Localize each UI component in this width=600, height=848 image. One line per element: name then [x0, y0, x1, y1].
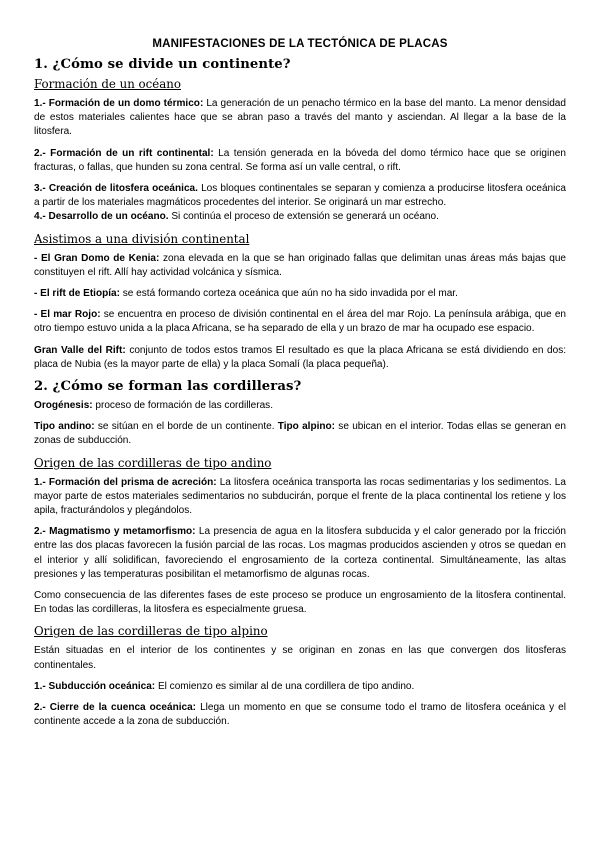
text: se está formando corteza oceánica que aún no ha sido invadida por el mar.	[119, 288, 458, 300]
document-title: MANIFESTACIONES DE LA TECTÓNICA DE PLACAS	[152, 38, 448, 50]
text: La presencia de agua en la litosfera subducida y el calor generado por la fricción entre las dos placas favorecen la fusión parcial de las rocas. Los magmas producidos ascienden y otros se quedan en el interior y allí solidifican, favoreciendo el engrosamiento de la corteza continental. Simultáneamente, las altas presiones y las temperaturas posibilitan el metamorfismo de algunas rocas.	[34, 526, 566, 580]
paragraph-ethiopia-rift	[34, 287, 566, 301]
term: 4.- Desarrollo de un océano.	[34, 211, 169, 223]
term: - El Gran Domo de Kenia:	[34, 252, 160, 264]
subheading-andean-origin: Origen de las cordilleras de tipo andino	[34, 455, 272, 470]
text: El comienzo es similar al de una cordillera de tipo andino.	[155, 680, 415, 692]
term: - El rift de Etiopía:	[34, 288, 120, 300]
text: conjunto de todos estos tramos El resultado es que la placa Africana se está dividiendo en dos: placa de Nubia (es la mayor parte de ella) y la placa Somalí (la placa pequeña).	[34, 344, 567, 370]
section-heading: 2. ¿Cómo se forman las cordilleras?	[34, 379, 302, 395]
section-heading: 1. ¿Cómo se divide un continente?	[34, 57, 291, 72]
term: Tipo andino:	[34, 421, 95, 433]
paragraph-accretion-prism	[34, 476, 566, 519]
paragraph-alpine-location: Están situadas en el interior de los continentes y se originan en zonas en las que convergen dos litosferas continentales.	[34, 645, 566, 671]
paragraph-great-rift-valley	[34, 344, 566, 372]
text: La tensión generada en la bóveda del domo térmico hace que se originen fracturas, o fallas, que hunden su zona central. Se forma así un valle central, o rift.	[34, 147, 566, 173]
paragraph-oceanic-lithosphere	[34, 182, 566, 210]
document-page	[34, 38, 566, 737]
paragraph-orogenesis	[34, 399, 566, 413]
text: Los bloques continentales se separan y comienza a producirse litosfera oceánica a partir de los materiales magmáticos procedentes del interior. Se originará un mar estrecho.	[34, 183, 566, 209]
term: 3.- Creación de litosfera oceánica.	[34, 183, 198, 195]
term: Gran Valle del Rift:	[34, 344, 126, 356]
paragraph-thermal-dome	[34, 97, 566, 140]
subheading-alpine-origin: Origen de las cordilleras de tipo alpino	[34, 624, 268, 639]
paragraph-types	[34, 420, 566, 448]
paragraph-continental-rift	[34, 147, 566, 175]
paragraph-ocean-development	[34, 210, 566, 224]
text: Llega un momento en que se consume todo el tramo de litosfera oceánica y el continente accede a la zona de subducción.	[34, 702, 566, 728]
paragraph-magmatism	[34, 525, 566, 582]
paragraph-red-sea	[34, 308, 566, 336]
paragraph-kenya-dome	[34, 252, 566, 280]
text: se ubican en el interior. Todas ellas se generan en zonas de subducción.	[34, 421, 566, 447]
subheading-ocean-formation: Formación de un océano	[34, 77, 181, 91]
term: 2.- Formación de un rift continental:	[34, 147, 214, 159]
text: se encuentra en proceso de división continental en el área del mar Rojo. La península arábiga, que en otro tiempo estuvo unida a la placa Africana, se ha separado de ella y un brazo de mar ha ocupado ese espacio.	[34, 309, 567, 335]
text: se sitúan en el borde de un continente.	[94, 421, 278, 433]
paragraph-consequence: Como consecuencia de las diferentes fases de este proceso se produce un engrosamiento de la litosfera continental. En todas las cordilleras, la litosfera es especialmente gruesa.	[34, 590, 566, 616]
term: 1.- Subducción oceánica:	[34, 680, 156, 692]
term: Orogénesis:	[34, 400, 93, 412]
section-divide-continent	[34, 57, 566, 372]
paragraph-oceanic-subduction	[34, 680, 566, 694]
text: zona elevada en la que se han originado fallas que delimitan unas áreas más bajas que constituyen el rift. Allí hay actividad volcánica y sísmica.	[34, 252, 566, 278]
subheading-continental-division: Asistimos a una división continental	[34, 231, 250, 246]
term: 2.- Magmatismo y metamorfismo:	[34, 526, 196, 538]
term: Tipo alpino:	[277, 421, 336, 433]
text: proceso de formación de las cordilleras.	[92, 400, 273, 412]
text: La litosfera oceánica transporta las rocas sedimentarias y los sedimentos. La mayor parte de estos materiales sedimentarios no subducirán, porque el frente de la placa continental los retiene y los apila, fracturándolos y plegándolos.	[34, 476, 566, 517]
text: La generación de un penacho térmico en la base del manto. La menor densidad de estos materiales calientes hace que se abran paso a través del manto y asciendan. Al llegar a la base de la litosfera.	[34, 98, 566, 138]
term: 2.- Cierre de la cuenca oceánica:	[34, 702, 197, 714]
term: - El mar Rojo:	[34, 309, 101, 321]
section-mountain-ranges	[34, 379, 566, 729]
term: 1.- Formación del prisma de acreción:	[34, 476, 217, 488]
term: 1.- Formación de un domo térmico:	[34, 98, 204, 109]
text: Si continúa el proceso de extensión se generará un océano.	[168, 211, 439, 223]
paragraph-basin-closure	[34, 701, 566, 729]
